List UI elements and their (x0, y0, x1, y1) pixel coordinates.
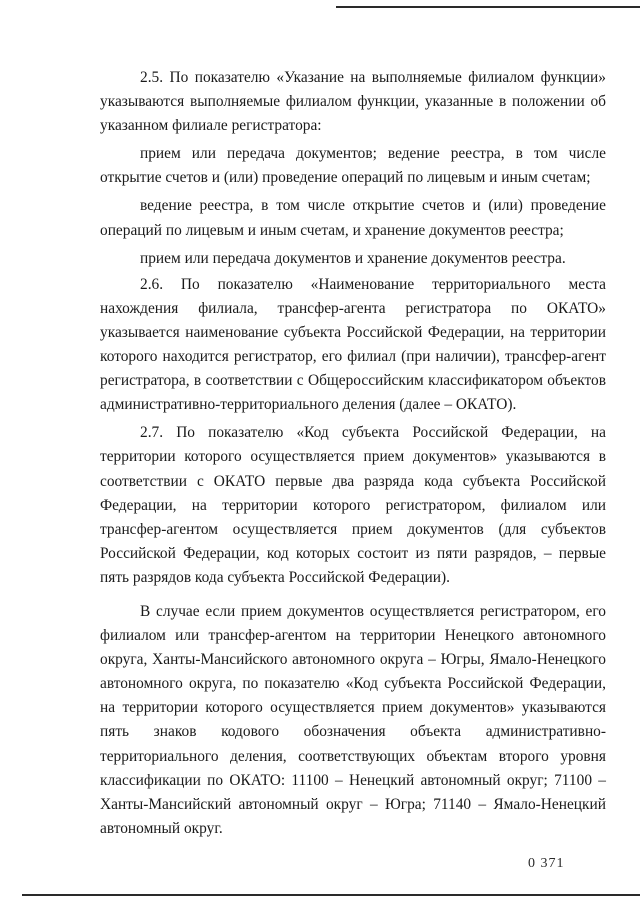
page-number: 0 371 (528, 856, 565, 871)
paragraph-function-list-item-2: ведение реестра, в том числе открытие счетов и (или) проведение операций по лицевым и иным счетам, и хранение документов реестра; (100, 197, 606, 239)
scan-edge-line-bottom (22, 894, 640, 896)
scan-edge-line-top (336, 6, 640, 8)
paragraph-function-list-item-3: прием или передача документов и хранение документов реестра. (140, 249, 566, 267)
paragraph-2-6: 2.6. По показателю «Наименование территориального места нахождения филиала, трансфер-агента регистратора по ОКАТО» указывается наименование субъекта Российской Федерации, на территории которого находится регистратор, его филиал (при наличии), трансфер-агент регистратора, в соответствии с Общероссийским классификатором объектов административно-территориального деления (далее – ОКАТО). (100, 275, 606, 414)
paragraph-2-5: 2.5. По показателю «Указание на выполняемые филиалом функции» указываются выполняемые филиалом функции, указанные в положении об указанном филиале регистратора: (100, 69, 606, 135)
paragraph-okato-special-case: В случае если прием документов осуществляется регистратором, его филиалом или трансфер-агентом на территории Ненецкого автономного округа, Ханты-Мансийского автономного округа – Югры, Ямало-Ненецкого автономного округа, по показателю «Код субъекта Российской Федерации, на территории которого осуществляется прием документов» указываются пять знаков кодового обозначения объекта административно-территориального деления, соответствующих объектам второго уровня классификации по ОКАТО: 11100 – Ненецкий автономный округ; 71100 – Ханты-Мансийский автономный округ – Югра; 71140 – Ямало-Ненецкий автономный округ. (100, 602, 606, 837)
document-body (100, 66, 606, 841)
paragraph-function-list-item-1: прием или передача документов; ведение реестра, в том числе открытие счетов и (или) проведение операций по лицевым и иным счетам; (100, 145, 606, 187)
paragraph-2-7: 2.7. По показателю «Код субъекта Российской Федерации, на территории которого осуществляется прием документов» указываются в соответствии с ОКАТО первые два разряда кода субъекта Российской Федерации, на территории которого регистратором, филиалом или трансфер-агентом осуществляется прием документов (для субъектов Российской Федерации, код которых состоит из пяти разрядов, – первые пять разрядов кода субъекта Российской Федерации). (100, 424, 606, 586)
